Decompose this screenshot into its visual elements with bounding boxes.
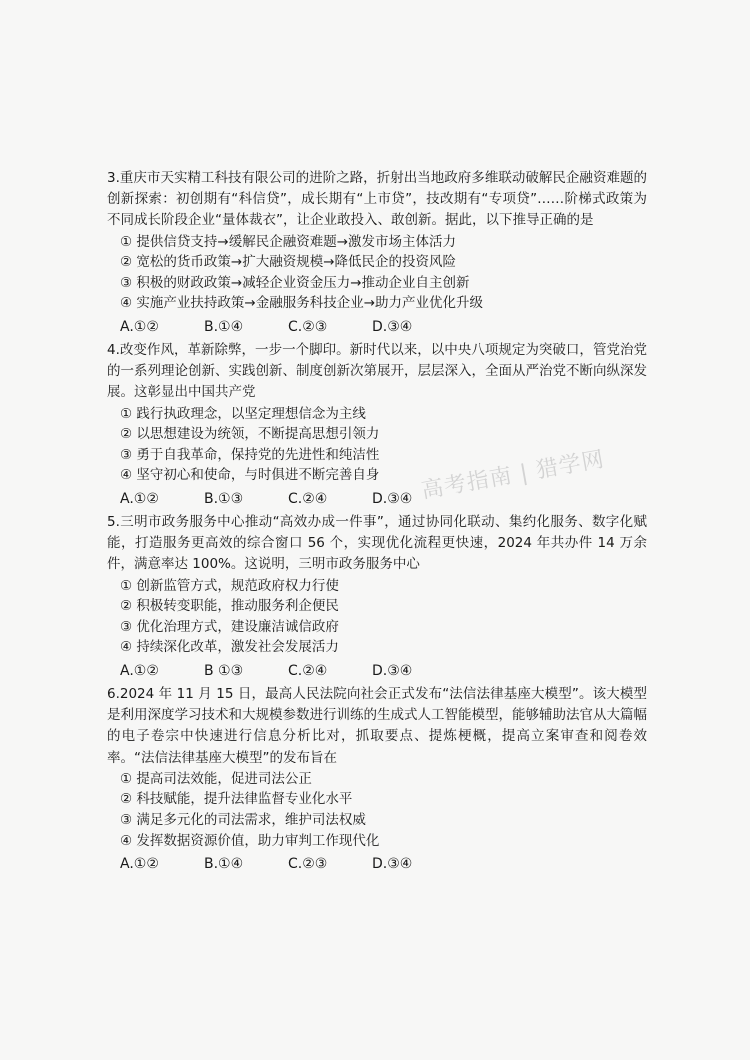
answer-choices xyxy=(120,488,647,510)
option-4: ④ 发挥数据资源价值，助力审判工作现代化 xyxy=(120,832,380,849)
option-1: ① 践行执政理念，以坚定理想信念为主线 xyxy=(120,405,366,422)
choice-a: A.①② xyxy=(120,856,159,873)
choice-a: A.①② xyxy=(120,318,159,335)
option-4: ④ 坚守初心和使命，与时俱进不断完善自身 xyxy=(120,467,380,484)
choice-d: D.③④ xyxy=(372,662,413,679)
question-4 xyxy=(107,340,647,510)
option-3: ③ 满足多元化的司法需求，维护司法权威 xyxy=(120,811,366,828)
choice-d: D.③④ xyxy=(372,490,413,507)
choice-b: B ①③ xyxy=(204,662,244,679)
option-2: ② 宽松的货币政策→扩大融资规模→降低民企的投资风险 xyxy=(120,254,457,271)
question-5 xyxy=(107,512,647,682)
question-list xyxy=(107,168,647,877)
question-stem: 3.重庆市天实精工科技有限公司的进阶之路，折射出当地政府多维联动破解民企融资难题的创新探索：初创期有“科信贷”，成长期有“上市贷”，技改期有“专项贷”……阶梯式政策为不同成长阶段企业“量体裁衣”，让企业敢投入、敢创新。据此，以下推导正确的是 xyxy=(107,170,647,229)
option-3: ③ 勇于自我革命，保持党的先进性和纯洁性 xyxy=(120,446,380,463)
option-2: ② 科技赋能，提升法律监督专业化水平 xyxy=(120,791,353,808)
option-1: ① 提高司法效能，促进司法公正 xyxy=(120,770,312,787)
answer-choices xyxy=(120,853,647,875)
choice-b: B.①③ xyxy=(204,490,244,507)
option-1: ① 提供信贷支持→缓解民企融资难题→激发市场主体活力 xyxy=(120,233,457,250)
option-2: ② 积极转变职能，推动服务利企便民 xyxy=(120,598,339,615)
choice-a: A.①② xyxy=(120,490,159,507)
choice-c: C.②③ xyxy=(288,856,328,873)
choice-b: B.①④ xyxy=(204,856,244,873)
question-3 xyxy=(107,168,647,338)
answer-choices xyxy=(120,660,647,682)
option-2: ② 以思想建设为统领，不断提高思想引领力 xyxy=(120,426,380,443)
answer-choices xyxy=(120,316,647,338)
choice-c: C.②③ xyxy=(288,318,328,335)
choice-a: A.①② xyxy=(120,662,159,679)
option-4: ④ 实施产业扶持政策→金融服务科技企业→助力产业优化升级 xyxy=(120,295,484,312)
option-3: ③ 优化治理方式，建设廉洁诚信政府 xyxy=(120,618,339,635)
option-4: ④ 持续深化改革，激发社会发展活力 xyxy=(120,639,339,656)
choice-b: B.①④ xyxy=(204,318,244,335)
question-stem: 6.2024 年 11 月 15 日，最高人民法院向社会正式发布“法信法律基座大模型”。该大模型是利用深度学习技术和大规模参数进行训练的生成式人工智能模型，能够辅助法官从大篇幅的电子卷宗中快速进行信息分析比对，抓取要点、提炼梗概，提高立案审查和阅卷效率。“法信法律基座大模型”的发布旨在 xyxy=(107,685,647,766)
choice-c: C.②④ xyxy=(288,490,328,507)
option-1: ① 创新监管方式，规范政府权力行使 xyxy=(120,577,339,594)
option-3: ③ 积极的财政政策→减轻企业资金压力→推动企业自主创新 xyxy=(120,274,470,291)
question-6 xyxy=(107,684,647,875)
question-stem: 5.三明市政务服务中心推动“高效办成一件事”，通过协同化联动、集约化服务、数字化赋能，打造服务更高效的综合窗口 56 个，实现优化流程更快速，2024 年共办件 14 万余件，满意率达 100%。这说明，三明市政务服务中心 xyxy=(107,513,647,573)
watermark: 高考指南 | 猎学网 xyxy=(419,447,607,504)
choice-d: D.③④ xyxy=(372,856,413,873)
question-stem: 4.改变作风，革新除弊，一步一个脚印。新时代以来，以中央八项规定为突破口，管党治党的一系列理论创新、实践创新、制度创新次第展开，层层深入，全面从严治党不断向纵深发展。这彰显出中国共产党 xyxy=(107,341,647,401)
choice-d: D.③④ xyxy=(372,318,413,335)
choice-c: C.②④ xyxy=(288,662,328,679)
